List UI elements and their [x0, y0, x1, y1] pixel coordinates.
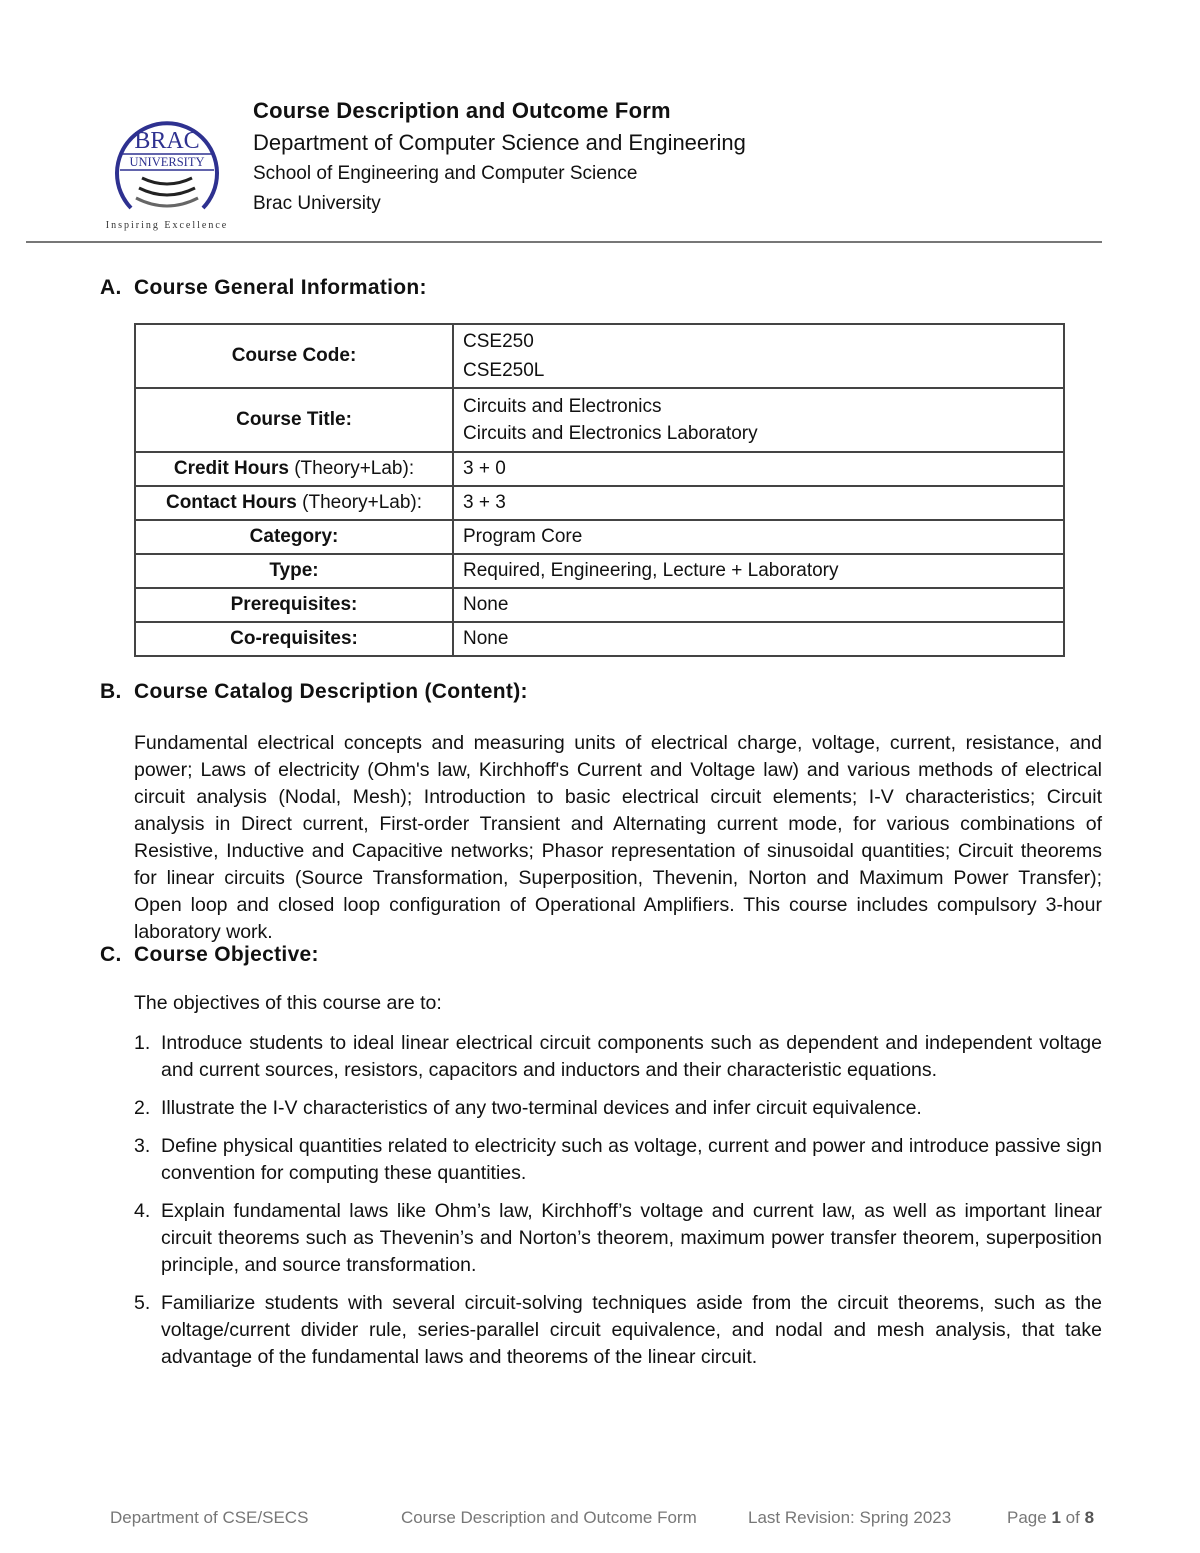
form-title: Course Description and Outcome Form [253, 98, 671, 123]
table-row [135, 520, 1064, 554]
header-divider [26, 241, 1102, 243]
catalog-description: Fundamental electrical concepts and measuring units of electrical charge, voltage, current, resistance, and power; Laws of electricity (Ohm's law, Kirchhoff's Current and Voltage law) and various methods of electrical circuit analysis (Nodal, Mesh); Introduction to basic electrical circuit elements; I-V characteristics; Circuit analysis in Direct current, First-order Transient and Alternating current mode, for various combinations of Resistive, Inductive and Capacitive networks; Phasor representation of sinusoidal quantities; Circuit theorems for linear circuits (Source Transformation, Superposition, Thevenin, Norton and Maximum Power Transfer); Open loop and closed loop configuration of Operational Amplifiers. This course includes compulsory 3-hour laboratory work. [134, 732, 1102, 943]
school-name: School of Engineering and Computer Science [253, 163, 638, 184]
list-item: 2. Illustrate the I-V characteristics of any two-terminal devices and infer circuit equivalence. [134, 1097, 922, 1119]
footer-form-name: Course Description and Outcome Form [401, 1508, 697, 1527]
table-row [135, 452, 1064, 486]
row-value: Required, Engineering, Lecture + Laboratory [453, 554, 1064, 588]
row-value: Circuits and Electronics Circuits and Electronics Laboratory [453, 388, 1064, 452]
university-name: Brac University [253, 193, 381, 214]
section-a-heading: A. Course General Information: [100, 276, 427, 299]
table-row [135, 324, 1064, 388]
row-key: Co-requisites: [135, 622, 453, 656]
table-row [135, 622, 1064, 656]
section-c-heading: C. Course Objective: [100, 943, 319, 966]
section-b-heading: B. Course Catalog Description (Content): [100, 680, 528, 703]
footer-page-number: Page 1 of 8 [1007, 1508, 1095, 1527]
list-item: 4. Explain fundamental laws like Ohm’s law, Kirchhoff’s voltage and current law, as well as important linear circuit theorems such as Thevenin’s and Norton’s theorem, maximum power transfer theorem, superposition principle, and source transformation. [134, 1200, 1102, 1276]
row-key: Course Title: [135, 388, 453, 452]
university-logo [92, 100, 242, 234]
table-row [135, 486, 1064, 520]
list-item: 5. Familiarize students with several circuit-solving techniques aside from the circuit theorems, such as the voltage/current divider rule, series-parallel circuit equivalence, and nodal and mesh analysis, that take advantage of the fundamental laws and theorems of the linear circuit. [134, 1292, 1102, 1368]
objectives-intro: The objectives of this course are to: [134, 992, 442, 1014]
row-value: Program Core [453, 520, 1064, 554]
logo-tagline: Inspiring Excellence [105, 220, 229, 231]
row-key: Category: [135, 520, 453, 554]
table-row [135, 388, 1064, 452]
list-item: 3. Define physical quantities related to electricity such as voltage, current and power and introduce passive sign convention for computing these quantities. [134, 1135, 1102, 1184]
table-row [135, 588, 1064, 622]
list-item: 1. Introduce students to ideal linear electrical circuit components such as dependent and independent voltage and current sources, resistors, capacitors and inductors and their characteristic equations. [134, 1032, 1102, 1081]
row-key: Credit Hours (Theory+Lab): [135, 452, 453, 486]
row-value: CSE250 CSE250L [453, 324, 1064, 388]
table-row [135, 554, 1064, 588]
row-key: Course Code: [135, 324, 453, 388]
row-value: None [453, 588, 1064, 622]
row-value: None [453, 622, 1064, 656]
row-value: 3 + 3 [453, 486, 1064, 520]
footer-department: Department of CSE/SECS [110, 1508, 309, 1527]
objectives-list [134, 1030, 1102, 1382]
row-key: Contact Hours (Theory+Lab): [135, 486, 453, 520]
row-key: Prerequisites: [135, 588, 453, 622]
logo-name: BRAC [134, 128, 200, 154]
footer-revision: Last Revision: Spring 2023 [748, 1508, 952, 1527]
department-name: Department of Computer Science and Engineering [253, 130, 746, 155]
row-key: Type: [135, 554, 453, 588]
course-info-table [134, 323, 1065, 657]
row-value: 3 + 0 [453, 452, 1064, 486]
logo-sub: UNIVERSITY [129, 155, 205, 169]
